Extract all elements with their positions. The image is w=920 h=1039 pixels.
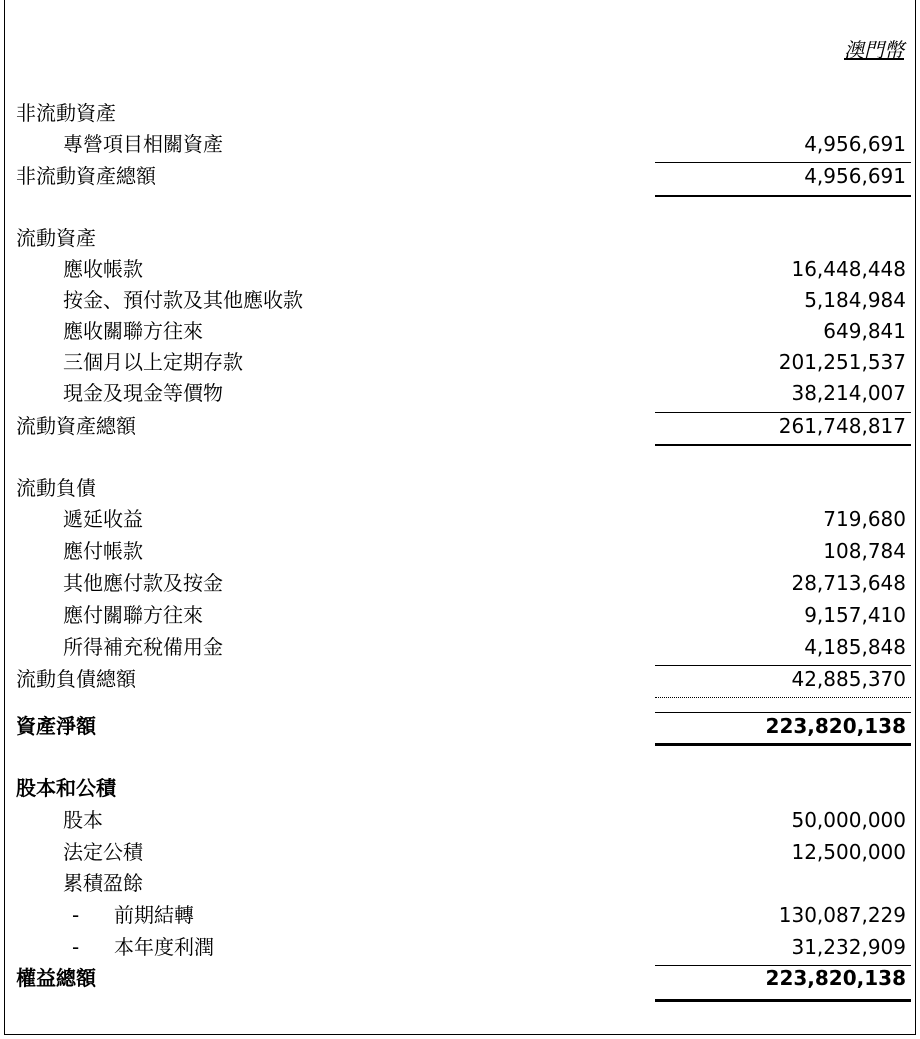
sub-line-item [0,899,920,931]
sub-line-item-dash: - [72,935,80,959]
total-rule [655,999,911,1002]
line-item-value: 16,448,448 [791,257,906,281]
total-row-equity [0,962,920,994]
line-item [0,253,920,285]
total-value: 42,885,370 [791,667,906,691]
total-label: 流動負債總額 [16,667,136,691]
line-item [0,284,920,316]
sub-line-item-label: 本年度利潤 [114,935,214,959]
line-item [0,804,920,836]
line-item-label: 遞延收益 [63,507,143,531]
net-assets-value: 223,820,138 [765,714,906,738]
line-item-label: 按金、預付款及其他應收款 [63,288,303,312]
total-value: 261,748,817 [778,414,906,438]
total-rule [655,444,911,446]
total-value: 223,820,138 [765,966,906,990]
line-item [0,631,920,663]
net-assets-label: 資產淨額 [16,714,96,738]
sub-line-item-value: 31,232,909 [791,935,906,959]
line-item [0,503,920,535]
line-item [0,128,920,160]
line-item-value: 719,680 [823,507,906,531]
currency-label: 澳門幣 [844,38,904,62]
total-value: 4,956,691 [804,164,906,188]
section-heading-non-current-assets [0,97,920,129]
total-rule [655,195,911,197]
sub-line-item-label: 前期結轉 [114,903,194,927]
line-item-value: 108,784 [823,539,906,563]
line-item-label: 應付帳款 [63,539,143,563]
line-item-label: 法定公積 [63,840,143,864]
line-item-label: 三個月以上定期存款 [63,350,243,374]
sub-line-item-value: 130,087,229 [778,903,906,927]
total-row-non-current-assets [0,160,920,192]
sub-line-item [0,931,920,963]
line-item [0,377,920,409]
line-item-label: 應收帳款 [63,257,143,281]
heading-label: 非流動資產 [16,101,116,125]
line-item-value: 9,157,410 [804,603,906,627]
total-rule [655,743,911,746]
line-item-value: 4,956,691 [804,132,906,156]
line-item-label: 應收關聯方往來 [63,319,203,343]
line-item-value: 4,185,848 [804,635,906,659]
heading-label: 流動負債 [16,476,96,500]
line-item-label: 專營項目相關資產 [63,132,223,156]
line-item [0,599,920,631]
total-row-current-assets [0,410,920,442]
line-item-label: 累積盈餘 [63,871,143,895]
line-item-label: 股本 [63,808,103,832]
net-assets-row [0,710,920,742]
line-item-label: 所得補充稅備用金 [63,635,223,659]
line-item [0,836,920,868]
line-item-value: 201,251,537 [778,350,906,374]
line-item-label: 其他應付款及按金 [63,571,223,595]
total-label: 非流動資產總額 [16,164,156,188]
line-item-label: 應付關聯方往來 [63,603,203,627]
heading-label: 股本和公積 [16,776,116,800]
line-item-value: 50,000,000 [791,808,906,832]
section-heading-equity [0,772,920,804]
total-label: 流動資產總額 [16,414,136,438]
sub-line-item-dash: - [72,903,80,927]
line-item [0,346,920,378]
total-label: 權益總額 [16,966,96,990]
line-item-value: 28,713,648 [791,571,906,595]
heading-label: 流動資產 [16,226,96,250]
dotted-rule [655,697,911,699]
line-item [0,535,920,567]
line-item-value: 12,500,000 [791,840,906,864]
section-heading-current-liabilities [0,472,920,504]
line-item-label: 現金及現金等價物 [63,381,223,405]
line-item [0,315,920,347]
line-item-value: 38,214,007 [791,381,906,405]
line-item [0,567,920,599]
section-heading-current-assets [0,222,920,254]
line-item [0,867,920,899]
line-item-value: 5,184,984 [804,288,906,312]
total-row-current-liabilities [0,663,920,695]
line-item-value: 649,841 [823,319,906,343]
